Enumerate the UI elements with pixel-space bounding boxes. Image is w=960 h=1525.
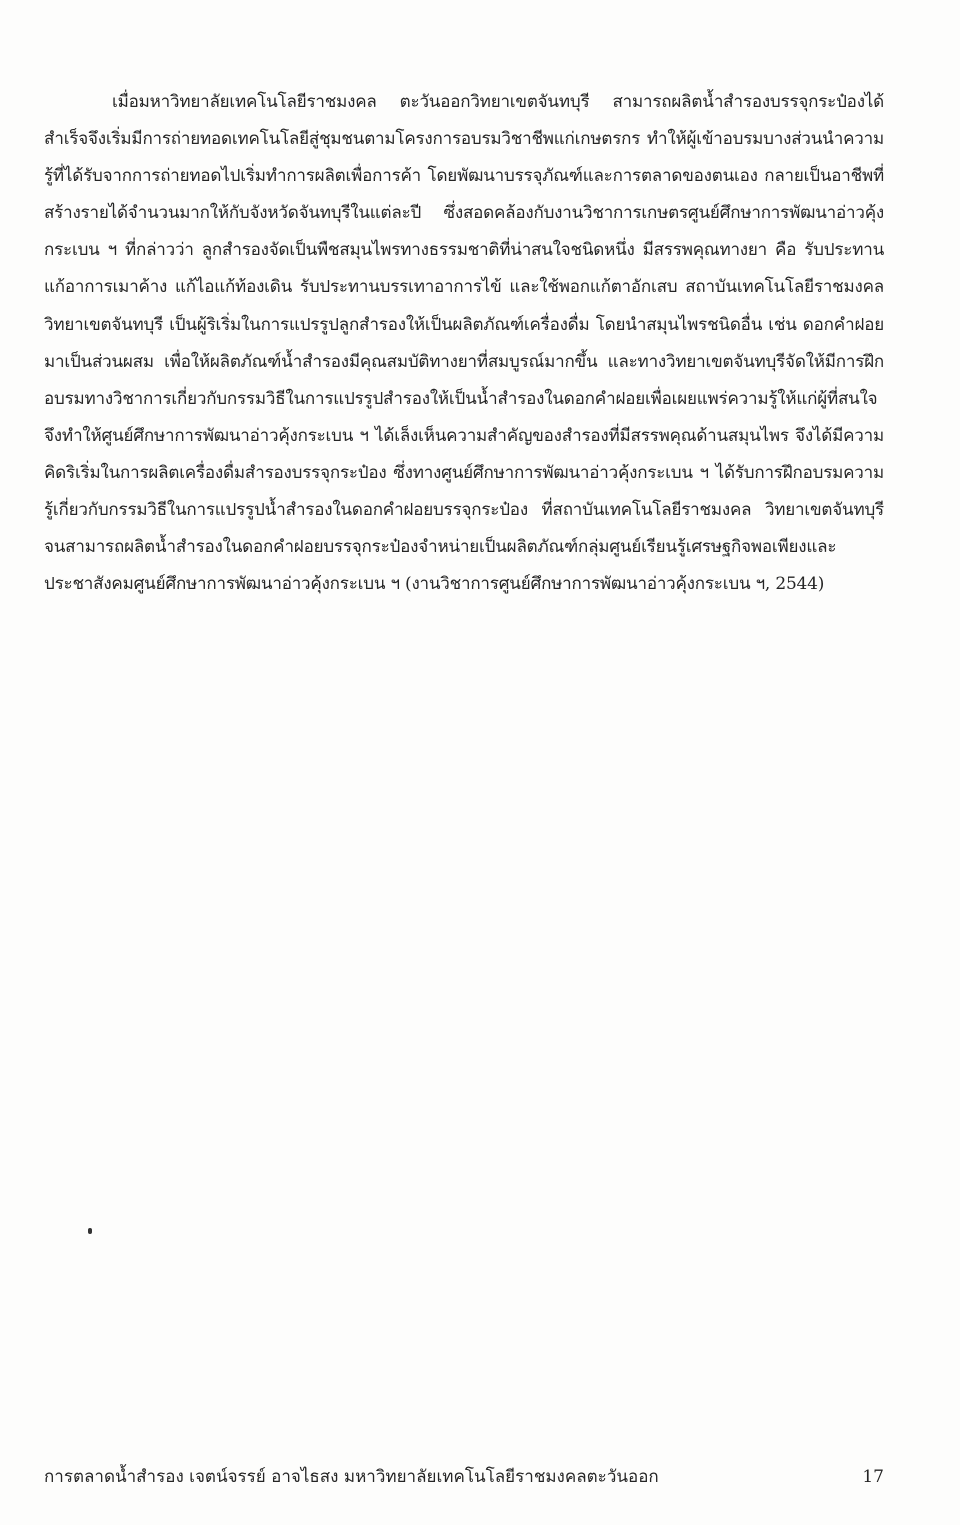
footer-running-title: การตลาดน้ำสำรอง เจตน์จรรย์ อาจไธสง มหาวิทยาลัยเทคโนโลยีราชมงคลตะวันออก — [44, 1467, 659, 1487]
scan-speck — [88, 1228, 92, 1234]
body-paragraph: เมื่อมหาวิทยาลัยเทคโนโลยีราชมงคล ตะวันออกวิทยาเขตจันทบุรี สามารถผลิตน้ำสำรองบรรจุกระป๋องได้สำเร็จจึงเริ่มมีการถ่ายทอดเทคโนโลยีสู่ชุมชนตามโครงการอบรมวิชาชีพแก่เกษตรกร ทำให้ผู้เข้าอบรมบางส่วนนำความรู้ที่ได้รับจากการถ่ายทอดไปเริ่มทำการผลิตเพื่อการค้า โดยพัฒนาบรรจุภัณฑ์และการตลาดของตนเอง กลายเป็นอาชีพที่สร้างรายได้จำนวนมากให้กับจังหวัดจันทบุรีในแต่ละปี ซึ่งสอดคล้องกับงานวิชาการเกษตรศูนย์ศึกษาการพัฒนาอ่าวคุ้งกระเบน ฯ ที่กล่าวว่า ลูกสำรองจัดเป็นพืชสมุนไพรทางธรรมชาติที่น่าสนใจชนิดหนึ่ง มีสรรพคุณทางยา คือ รับประทานแก้อาการเมาค้าง แก้ไอแก้ท้องเดิน รับประทานบรรเทาอาการไข้ และใช้พอกแก้ตาอักเสบ สถาบันเทคโนโลยีราชมงคล วิทยาเขตจันทบุรี เป็นผู้ริเริ่มในการแปรรูปลูกสำรองให้เป็นผลิตภัณฑ์เครื่องดื่ม โดยนำสมุนไพรชนิดอื่น เช่น ดอกคำฝอยมาเป็นส่วนผสม เพื่อให้ผลิตภัณฑ์น้ำสำรองมีคุณสมบัติทางยาที่สมบูรณ์มากขึ้น และทางวิทยาเขตจันทบุรีจัดให้มีการฝึกอบรมทางวิชาการเกี่ยวกับกรรมวิธีในการแปรรูปสำรองให้เป็นน้ำสำรองในดอกคำฝอยเพื่อเผยแพร่ความรู้ให้แก่ผู้ที่สนใจ จึงทำให้ศูนย์ศึกษาการพัฒนาอ่าวคุ้งกระเบน ฯ ได้เล็งเห็นความสำคัญของสำรองที่มีสรรพคุณด้านสมุนไพร จึงได้มีความคิดริเริ่มในการผลิตเครื่องดื่มสำรองบรรจุกระป๋อง ซึ่งทางศูนย์ศึกษาการพัฒนาอ่าวคุ้งกระเบน ฯ ได้รับการฝึกอบรมความรู้เกี่ยวกับกรรมวิธีในการแปรรูปน้ำสำรองในดอกคำฝอยบรรจุกระป๋อง ที่สถาบันเทคโนโลยีราชมงคล วิทยาเขตจันทบุรี จนสามารถผลิตน้ำสำรองในดอกคำฝอยบรรจุกระป๋องจำหน่ายเป็นผลิตภัณฑ์กลุ่มศูนย์เรียนรู้เศรษฐกิจพอเพียงและประชาสังคมศูนย์ศึกษาการพัฒนาอ่าวคุ้งกระเบน ฯ (งานวิชาการศูนย์ศึกษาการพัฒนาอ่าวคุ้งกระเบน ฯ, 2544) — [44, 92, 884, 595]
page-number: 17 — [862, 1467, 884, 1487]
page-footer — [44, 1462, 884, 1492]
